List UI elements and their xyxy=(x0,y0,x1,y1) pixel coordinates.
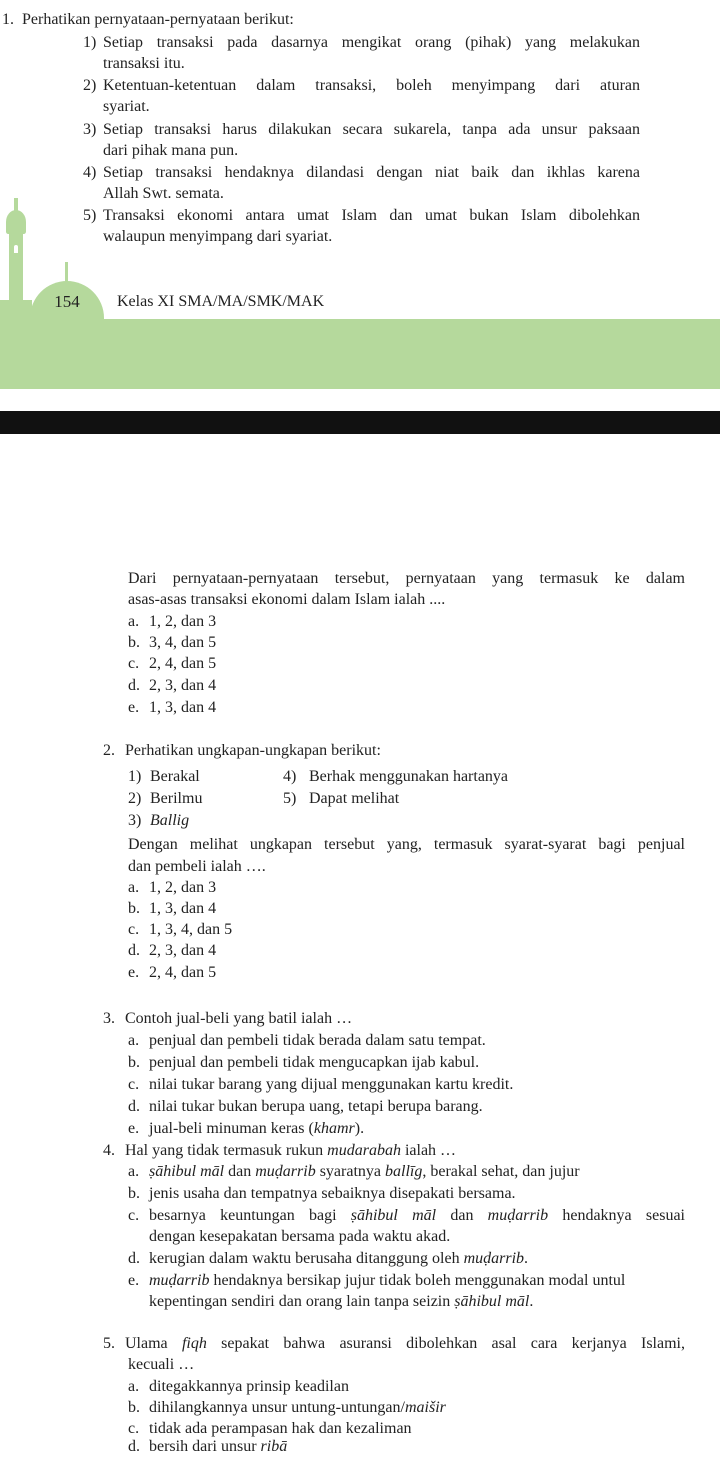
question-prompt: Hal yang tidak termasuk rukun mudarabah ialah … xyxy=(125,1142,457,1159)
option-letter: d. xyxy=(128,1098,140,1115)
option-text: muḍarrib hendaknya bersikap jujur tidak boleh menggunakan modal untul xyxy=(149,1272,626,1289)
statement-text: walaupun menyimpang dari syariat. xyxy=(103,228,333,245)
question-prompt: Perhatikan pernyataan-pernyataan berikut: xyxy=(22,11,294,28)
option-letter: a. xyxy=(128,879,140,896)
statement-text: Transaksi ekonomi antara umat Islam dan umat bukan Islam dibolehkan xyxy=(103,207,640,224)
item-text: Berilmu xyxy=(150,790,203,807)
option-text: jenis usaha dan tempatnya sebaiknya disepakati bersama. xyxy=(149,1185,516,1202)
option-text: nilai tukar bukan berupa uang, tetapi berupa barang. xyxy=(149,1098,483,1115)
statement-text: Setiap transaksi pada dasarnya mengikat orang (pihak) yang melakukan xyxy=(103,34,640,51)
option-text: dengan kesepakatan bersama pada waktu akad. xyxy=(149,1228,451,1245)
option-letter: a. xyxy=(128,1032,140,1049)
option-letter: b. xyxy=(128,634,140,651)
item-number: 1) xyxy=(128,768,142,785)
option-text: 1, 3, 4, dan 5 xyxy=(149,921,233,938)
option-text: 3, 4, dan 5 xyxy=(149,634,217,651)
option-text: ṣāhibul māl dan muḍarrib syaratnya ballīg, berakal sehat, dan jujur xyxy=(149,1163,580,1180)
option-letter: c. xyxy=(128,1420,140,1437)
option-text: 2, 3, dan 4 xyxy=(149,942,217,959)
option-text: nilai tukar barang yang dijual menggunakan kartu kredit. xyxy=(149,1076,514,1093)
option-letter: c. xyxy=(128,1207,140,1224)
option-letter: e. xyxy=(128,1272,140,1289)
statement-text: Ketentuan-ketentuan dalam transaksi, boleh menyimpang dari aturan xyxy=(103,77,640,94)
option-letter: d. xyxy=(128,942,140,959)
item-text: Berhak menggunakan hartanya xyxy=(309,768,509,785)
question-number: 3. xyxy=(103,1010,115,1027)
statement-text: syariat. xyxy=(103,98,150,115)
statement-text: transaksi itu. xyxy=(103,55,185,72)
question-number: 1. xyxy=(2,11,14,28)
option-text: kerugian dalam waktu berusaha ditanggung oleh muḍarrib. xyxy=(149,1250,529,1267)
minaret-base xyxy=(0,300,32,320)
option-text: 1, 2, dan 3 xyxy=(149,879,217,896)
option-text: ditegakkannya prinsip keadilan xyxy=(149,1378,349,1395)
footer-band xyxy=(0,319,720,389)
statement-number: 2) xyxy=(83,77,97,94)
option-letter: c. xyxy=(128,1076,140,1093)
option-letter: b. xyxy=(128,1399,140,1416)
item-text: Dapat melihat xyxy=(309,790,400,807)
option-text: 1, 3, dan 4 xyxy=(149,699,217,716)
option-text: jual-beli minuman keras (khamr). xyxy=(149,1120,365,1137)
option-letter: a. xyxy=(128,1378,140,1395)
option-text: 2, 4, dan 5 xyxy=(149,655,217,672)
option-text: besarnya keuntungan bagi ṣāhibul māl dan muḍarrib hendaknya sesuai xyxy=(149,1207,685,1224)
option-letter: b. xyxy=(128,900,140,917)
statement-number: 4) xyxy=(83,164,97,181)
question-text: Dengan melihat ungkapan tersebut yang, termasuk syarat-syarat bagi penjual xyxy=(128,836,685,853)
option-text: penjual dan pembeli tidak mengucapkan ijab kabul. xyxy=(149,1054,480,1071)
question-text: Dari pernyataan-pernyataan tersebut, pernyataan yang termasuk ke dalam xyxy=(128,570,685,587)
item-number: 4) xyxy=(283,768,297,785)
item-number: 2) xyxy=(128,790,142,807)
statement-text: dari pihak mana pun. xyxy=(103,142,239,159)
option-letter: a. xyxy=(128,1163,140,1180)
option-text: dihilangkannya unsur untung-untungan/maišir xyxy=(149,1399,446,1416)
option-text: tidak ada perampasan hak dan kezaliman xyxy=(149,1420,412,1437)
item-text: Berakal xyxy=(150,768,200,785)
question-number: 2. xyxy=(103,742,115,759)
item-text: Ballig xyxy=(150,812,190,829)
option-letter: a. xyxy=(128,613,140,630)
option-letter: e. xyxy=(128,1120,140,1137)
item-number: 5) xyxy=(283,790,297,807)
page-number: 154 xyxy=(54,292,80,311)
option-letter: e. xyxy=(128,699,140,716)
option-letter: d. xyxy=(128,1438,140,1455)
option-text: 2, 4, dan 5 xyxy=(149,964,217,981)
question-number: 4. xyxy=(103,1142,115,1159)
statement-text: Allah Swt. semata. xyxy=(103,185,224,202)
statement-number: 5) xyxy=(83,207,97,224)
statement-number: 1) xyxy=(83,34,97,51)
option-text: 2, 3, dan 4 xyxy=(149,677,217,694)
question-number: 5. xyxy=(103,1335,115,1352)
option-letter: c. xyxy=(128,655,140,672)
option-text: 1, 3, dan 4 xyxy=(149,900,217,917)
question-prompt: Perhatikan ungkapan-ungkapan berikut: xyxy=(125,742,381,759)
statement-number: 3) xyxy=(83,121,97,138)
option-letter: b. xyxy=(128,1054,140,1071)
question-prompt: kecuali … xyxy=(128,1356,195,1373)
item-number: 3) xyxy=(128,812,142,829)
option-letter: e. xyxy=(128,964,140,981)
question-prompt: Contoh jual-beli yang batil ialah … xyxy=(125,1010,353,1027)
option-text: bersih dari unsur ribā xyxy=(149,1438,288,1455)
book-title: Kelas XI SMA/MA/SMK/MAK xyxy=(117,293,325,310)
question-prompt: Ulama fiqh sepakat bahwa asuransi dibolehkan asal cara kerjanya Islami, xyxy=(125,1335,685,1352)
option-letter: d. xyxy=(128,677,140,694)
option-letter: d. xyxy=(128,1250,140,1267)
minaret-window xyxy=(14,245,18,253)
statement-text: Setiap transaksi harus dilakukan secara sukarela, tanpa ada unsur paksaan xyxy=(103,121,640,138)
option-letter: b. xyxy=(128,1185,140,1202)
statement-text: Setiap transaksi hendaknya dilandasi dengan niat baik dan ikhlas karena xyxy=(103,164,640,181)
option-letter: c. xyxy=(128,921,140,938)
question-text: dan pembeli ialah …. xyxy=(128,858,266,875)
option-text: penjual dan pembeli tidak berada dalam satu tempat. xyxy=(149,1032,486,1049)
option-text: kepentingan sendiri dan orang lain tanpa seizin ṣāhibul māl. xyxy=(149,1293,534,1310)
page-divider xyxy=(0,411,720,434)
option-text: 1, 2, dan 3 xyxy=(149,613,217,630)
question-text: asas-asas transaksi ekonomi dalam Islam ialah .... xyxy=(128,591,446,608)
